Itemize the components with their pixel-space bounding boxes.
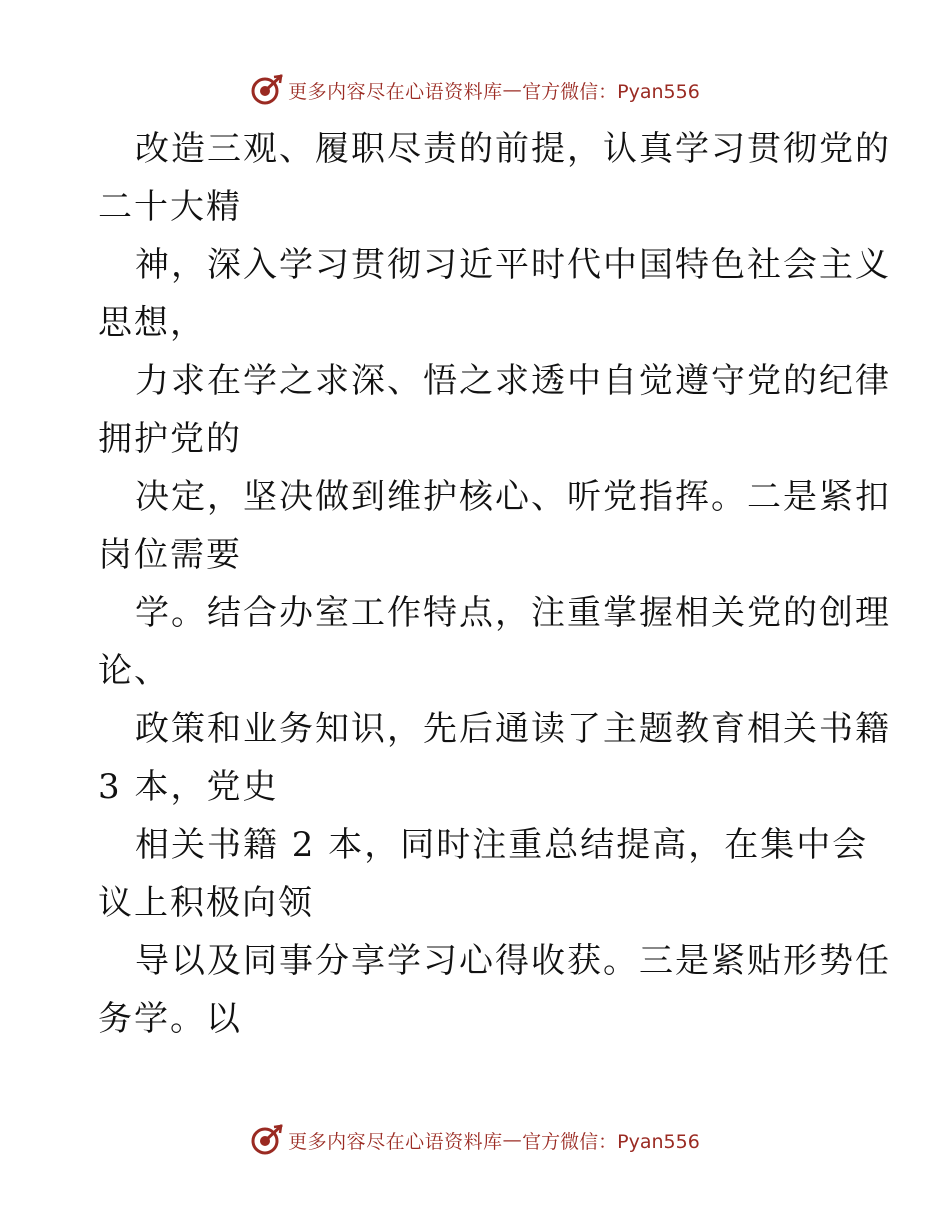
paragraph-line: 神，深入学习贯彻习近平时代中国特色社会主义 [135, 245, 891, 285]
paragraph-continuation: 思想， [98, 303, 206, 343]
paragraph [98, 120, 891, 236]
paragraph [98, 584, 891, 700]
paragraph-line: 政策和业务知识，先后通读了主题教育相关书籍 [135, 709, 891, 749]
paragraph [98, 236, 891, 352]
brand-logo-icon [250, 73, 284, 107]
paragraph [98, 816, 869, 932]
page-header [0, 70, 950, 110]
paragraph-line: 改造三观、履职尽责的前提，认真学习贯彻党的 [135, 129, 891, 169]
paragraph-line: 学。结合办室工作特点，注重掌握相关党的创理 [135, 593, 891, 633]
footer-dash: — [502, 1129, 523, 1151]
paragraph [98, 932, 891, 1048]
paragraph [98, 468, 891, 584]
document-body [98, 120, 891, 1048]
paragraph [98, 700, 891, 816]
paragraph-line: 导以及同事分享学习心得收获。三是紧贴形势任 [135, 941, 891, 981]
paragraph-continuation: 务学。以 [98, 999, 242, 1039]
paragraph-line: 力求在学之求深、悟之求透中自觉遵守党的纪律 [135, 361, 891, 401]
paragraph-continuation: 议上积极向领 [98, 883, 314, 923]
paragraph-continuation: 3 本，党史 [98, 767, 279, 807]
paragraph-continuation: 二十大精 [98, 187, 242, 227]
paragraph-continuation: 拥护党的 [98, 419, 242, 459]
header-dash: — [502, 79, 523, 101]
header-wechat-text: 官方微信：Pyan556 [522, 80, 700, 103]
footer-wechat-text: 官方微信：Pyan556 [522, 1130, 700, 1153]
page-footer [0, 1120, 950, 1160]
paragraph-line: 决定，坚决做到维护核心、听党指挥。二是紧扣 [135, 477, 891, 517]
footer-brand-text: 更多内容尽在心语资料库 [288, 1130, 503, 1153]
paragraph-continuation: 岗位需要 [98, 535, 242, 575]
paragraph-continuation: 论、 [98, 651, 170, 691]
header-brand-text: 更多内容尽在心语资料库 [288, 80, 503, 103]
paragraph-line: 相关书籍 2 本，同时注重总结提高，在集中会 [135, 825, 869, 865]
brand-logo-icon [250, 1123, 284, 1157]
paragraph [98, 352, 891, 468]
